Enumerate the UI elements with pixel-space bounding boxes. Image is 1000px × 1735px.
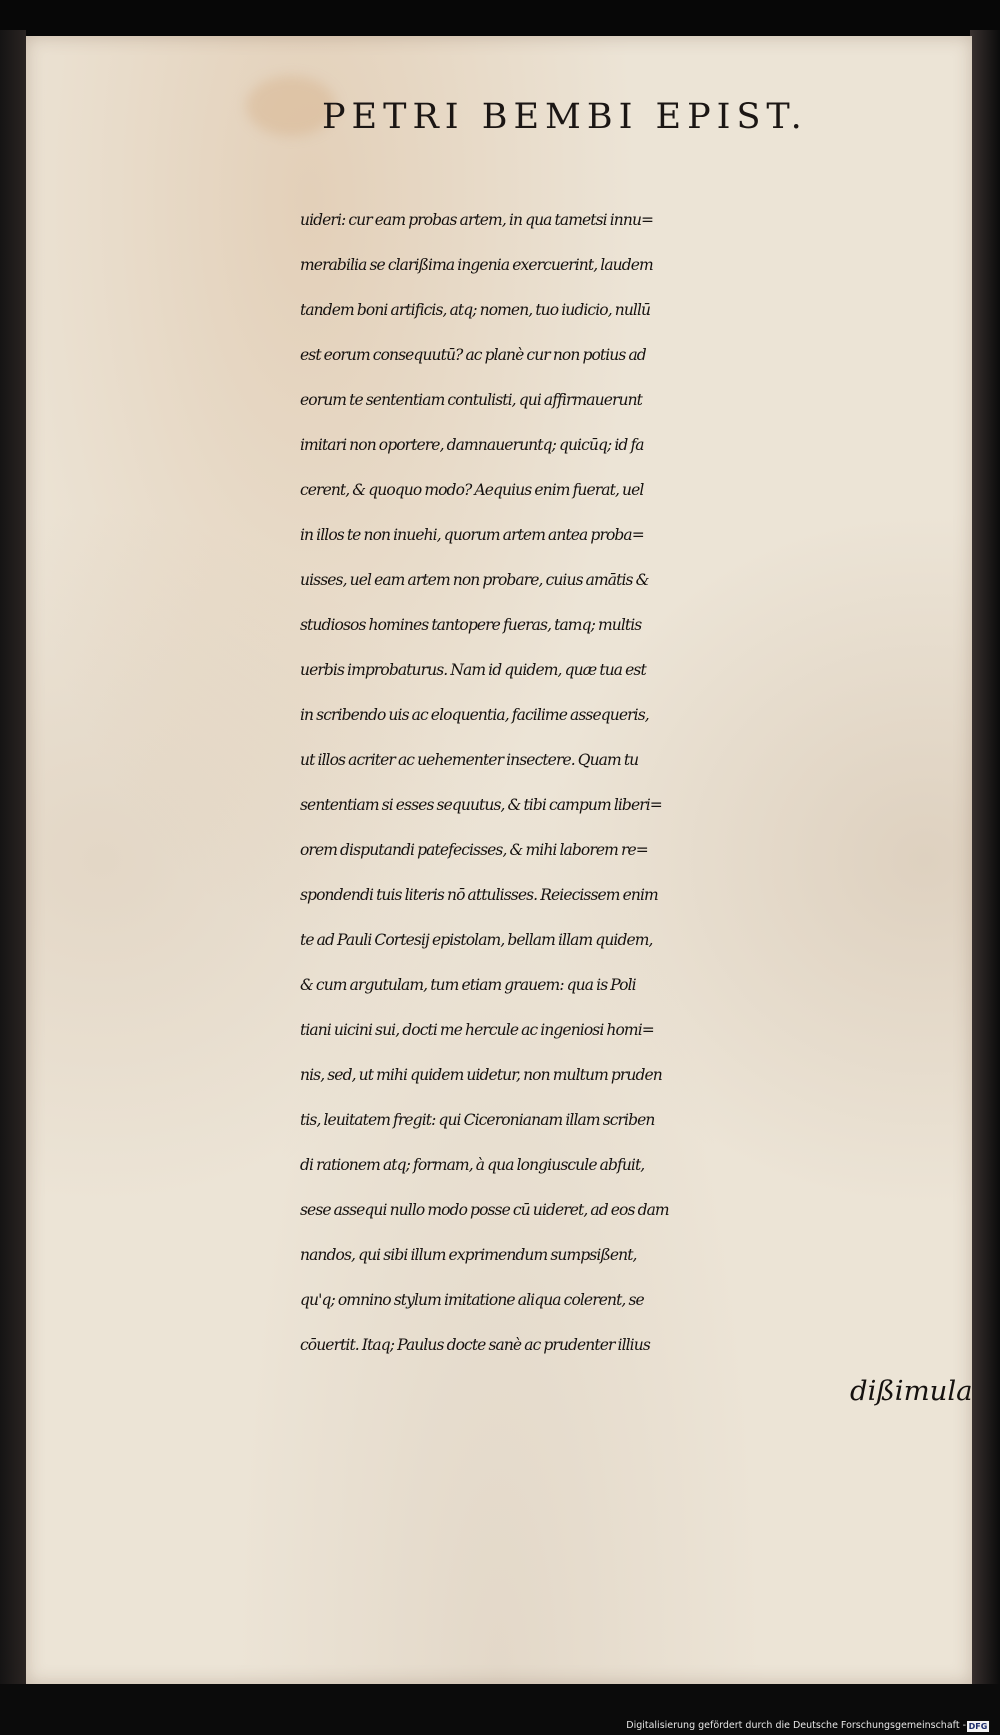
text-line: orem disputandi patefecisses, & mihi laborem re= — [300, 841, 648, 859]
text-line: & cum argutulam, tum etiam grauem: qua is Poli — [300, 976, 636, 994]
text-line: sese assequi nullo modo posse cū uideret, ad eos dam — [300, 1201, 669, 1219]
dfg-logo: DFG — [968, 1722, 988, 1731]
text-line: ut illos acriter ac uehementer insectere. Quam tu — [300, 751, 639, 769]
text-line: in scribendo uis ac eloquentia, facilime assequeris, — [300, 706, 649, 724]
text-line: nis, sed, ut mihi quidem uidetur, non multum pruden — [300, 1066, 662, 1084]
text-line: te ad Pauli Cortesij epistolam, bellam illam quidem, — [300, 931, 653, 949]
text-line: cōuertit. Itaq; Paulus docte sanè ac prudenter illius — [300, 1336, 650, 1354]
text-line: uisses, uel eam artem non probare, cuius amātis & — [300, 571, 649, 589]
book-right-edge — [970, 30, 1000, 1685]
scanner-top-border — [0, 0, 1000, 36]
text-line: eorum te sententiam contulisti, qui affirmauerunt — [300, 391, 642, 409]
text-line: qu'q; omnino stylum imitatione aliqua colerent, se — [300, 1291, 644, 1309]
text-line: tis, leuitatem fregit: qui Ciceronianam illam scriben — [300, 1111, 655, 1129]
text-line: uerbis improbaturus. Nam id quidem, quæ tua est — [300, 661, 646, 679]
text-line: sententiam si esses sequutus, & tibi campum liberi= — [300, 796, 662, 814]
text-line: merabilia se clarißima ingenia exercuerint, laudem — [300, 256, 653, 274]
funding-credit: Digitalisierung gefördert durch die Deutsche Forschungsgemeinschaft - — [626, 1720, 966, 1731]
text-line: imitari non oportere, damnaueruntq; quicūq; id fa — [300, 436, 644, 454]
text-line: nandos, qui sibi illum exprimendum sumpsißent, — [300, 1246, 637, 1264]
running-head: PETRI BEMBI EPIST. — [322, 97, 808, 137]
text-block — [300, 198, 972, 1368]
catchword: dißimula — [850, 1375, 973, 1407]
text-line: est eorum consequutū? ac planè cur non potius ad — [300, 346, 646, 364]
book-left-edge — [0, 30, 26, 1685]
text-line: studiosos homines tantopere fueras, tamq; multis — [300, 616, 642, 634]
text-line: tandem boni artificis, atq; nomen, tuo iudicio, nullū — [300, 301, 651, 319]
text-line: in illos te non inuehi, quorum artem antea proba= — [300, 526, 644, 544]
text-line: uideri: cur eam probas artem, in qua tametsi innu= — [300, 211, 654, 229]
text-line: cerent, & quoquo modo? Aequius enim fuerat, uel — [300, 481, 644, 499]
text-line: tiani uicini sui, docti me hercule ac ingeniosi homi= — [300, 1021, 654, 1039]
text-line: spondendi tuis literis nō attulisses. Reiecissem enim — [300, 886, 658, 904]
text-line: di rationem atq; formam, à qua longiuscule abfuit, — [300, 1156, 645, 1174]
